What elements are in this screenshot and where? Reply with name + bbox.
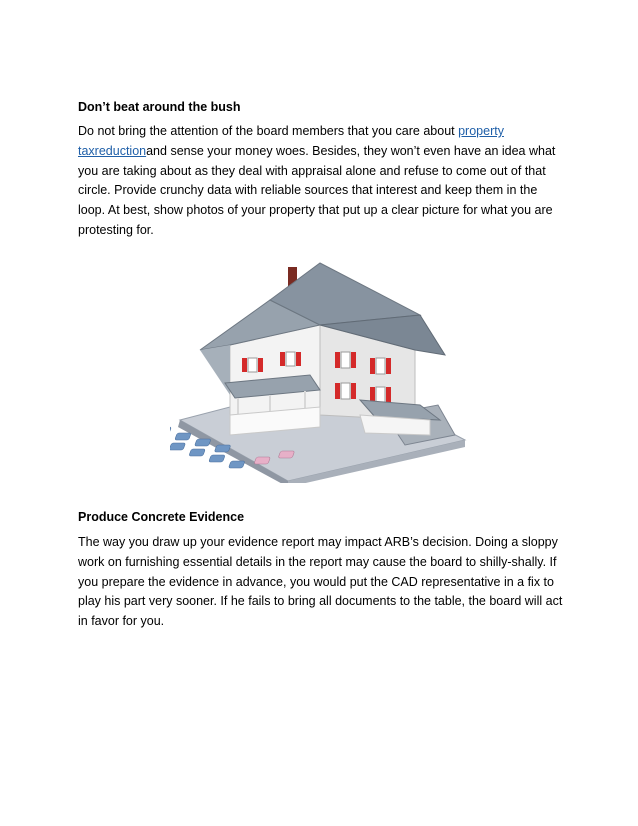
paragraph-text: Do not bring the attention of the board members that you care about [78,124,459,138]
section-heading-dont-beat-around: Don’t beat around the bush [78,100,241,114]
section-paragraph-1 [78,122,566,241]
house-illustration [170,255,470,483]
property-tax-reduction-link[interactable]: property taxreduction [78,124,504,158]
section-heading-produce-evidence: Produce Concrete Evidence [78,510,245,524]
section-paragraph-2: The way you draw up your evidence report may impact ARB’s decision. Doing a sloppy work on furnishing essential details in the report may cause the board to shilly-shally. If you prepare the evidence in advance, you would put the CAD representative in a fix to play his part very sooner. If he fails to bring all documents to the table, the board will act in favor for you. [78,535,563,629]
house-on-calculator-image [170,255,470,483]
paragraph-text: and sense your money woes. Besides, they won’t even have an idea what you are taking about as they deal with appraisal alone and refuse to come out of that circle. Provide crunchy data with reliable sources that interest and keep them in the loop. At best, show photos of your property that put up a clear picture for what you are protesting for. [78,143,556,237]
